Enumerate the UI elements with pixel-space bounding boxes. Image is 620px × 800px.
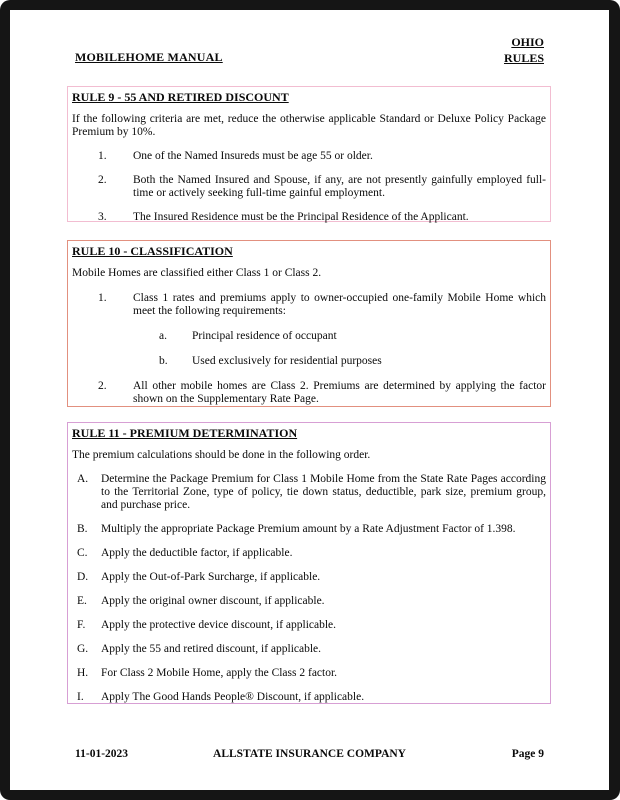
list-item	[72, 380, 546, 406]
list-item	[72, 619, 546, 632]
list-item	[72, 691, 546, 704]
rule-11-section	[67, 422, 551, 704]
list-subitem	[72, 355, 546, 368]
item-text: Multiply the appropriate Package Premium amount by a Rate Adjustment Factor of 1.398.	[101, 523, 516, 535]
rule-11-intro: The premium calculations should be done in the following order.	[72, 449, 371, 461]
list-item	[72, 523, 546, 536]
manual-title: MOBILEHOME MANUAL	[75, 50, 223, 64]
rule-9-intro: If the following criteria are met, reduce the otherwise applicable Standard or Deluxe Policy Package Premium by 10%.	[72, 113, 546, 138]
item-marker: H.	[77, 667, 89, 679]
rule-9-section	[67, 86, 551, 222]
item-text: Apply the original owner discount, if applicable.	[101, 595, 325, 607]
item-text: Principal residence of occupant	[192, 330, 337, 342]
footer-date: 11-01-2023	[75, 748, 129, 760]
item-marker: F.	[77, 619, 86, 631]
item-marker: 1.	[98, 292, 107, 304]
item-text: Used exclusively for residential purposes	[192, 355, 382, 367]
list-item	[72, 174, 546, 200]
header-right-block	[504, 34, 544, 66]
item-text: Apply the 55 and retired discount, if applicable.	[101, 643, 322, 655]
item-marker: I.	[77, 691, 84, 703]
item-marker: B.	[77, 523, 88, 535]
list-item	[72, 547, 546, 560]
item-marker: 1.	[98, 150, 107, 162]
item-text: For Class 2 Mobile Home, apply the Class 2 factor.	[101, 667, 338, 679]
item-marker: 3.	[98, 211, 107, 223]
item-marker: C.	[77, 547, 88, 559]
list-item	[72, 667, 546, 680]
document-page	[10, 10, 609, 790]
item-marker: G.	[77, 643, 89, 655]
rule-10-intro: Mobile Homes are classified either Class 1 or Class 2.	[72, 267, 322, 279]
rule-10-section	[67, 240, 551, 407]
list-subitem	[72, 330, 546, 343]
list-item	[72, 473, 546, 512]
item-text: Both the Named Insured and Spouse, if any, are not presently gainfully employed full-time or actively seeking full-time gainful employment.	[133, 174, 546, 199]
item-marker: D.	[77, 571, 89, 583]
item-text: Apply The Good Hands People® Discount, if applicable.	[101, 691, 365, 703]
item-text: The Insured Residence must be the Principal Residence of the Applicant.	[133, 211, 469, 223]
item-marker: 2.	[98, 174, 107, 186]
item-text: Apply the Out-of-Park Surcharge, if applicable.	[101, 571, 321, 583]
list-item	[72, 595, 546, 608]
item-text: Apply the protective device discount, if applicable.	[101, 619, 337, 631]
item-text: Class 1 rates and premiums apply to owner-occupied one-family Mobile Home which meet the following requirements:	[133, 292, 546, 317]
rule-11-title: RULE 11 - PREMIUM DETERMINATION	[72, 426, 298, 440]
item-text: Determine the Package Premium for Class 1 Mobile Home from the State Rate Pages according to the Territorial Zone, type of policy, tie down status, deductible, park size, premium group, and purchase price.	[101, 473, 546, 511]
item-marker: E.	[77, 595, 87, 607]
rule-10-title: RULE 10 - CLASSIFICATION	[72, 244, 233, 258]
item-text: Apply the deductible factor, if applicable.	[101, 547, 293, 559]
item-text: All other mobile homes are Class 2. Premiums are determined by applying the factor shown on the Supplementary Rate Page.	[133, 380, 546, 405]
state-label: OHIO	[511, 35, 544, 49]
item-marker: a.	[159, 330, 167, 342]
list-item	[72, 571, 546, 584]
list-item	[72, 211, 546, 224]
list-item	[72, 643, 546, 656]
item-marker: b.	[159, 355, 168, 367]
list-item	[72, 150, 546, 163]
list-item	[72, 292, 546, 318]
item-marker: A.	[77, 473, 89, 485]
item-text: One of the Named Insureds must be age 55 or older.	[133, 150, 373, 162]
footer-company: ALLSTATE INSURANCE COMPANY	[213, 748, 406, 760]
rule-9-title: RULE 9 - 55 AND RETIRED DISCOUNT	[72, 90, 289, 104]
item-marker: 2.	[98, 380, 107, 392]
rules-label: RULES	[503, 51, 544, 65]
footer-page-number: Page 9	[511, 748, 544, 760]
